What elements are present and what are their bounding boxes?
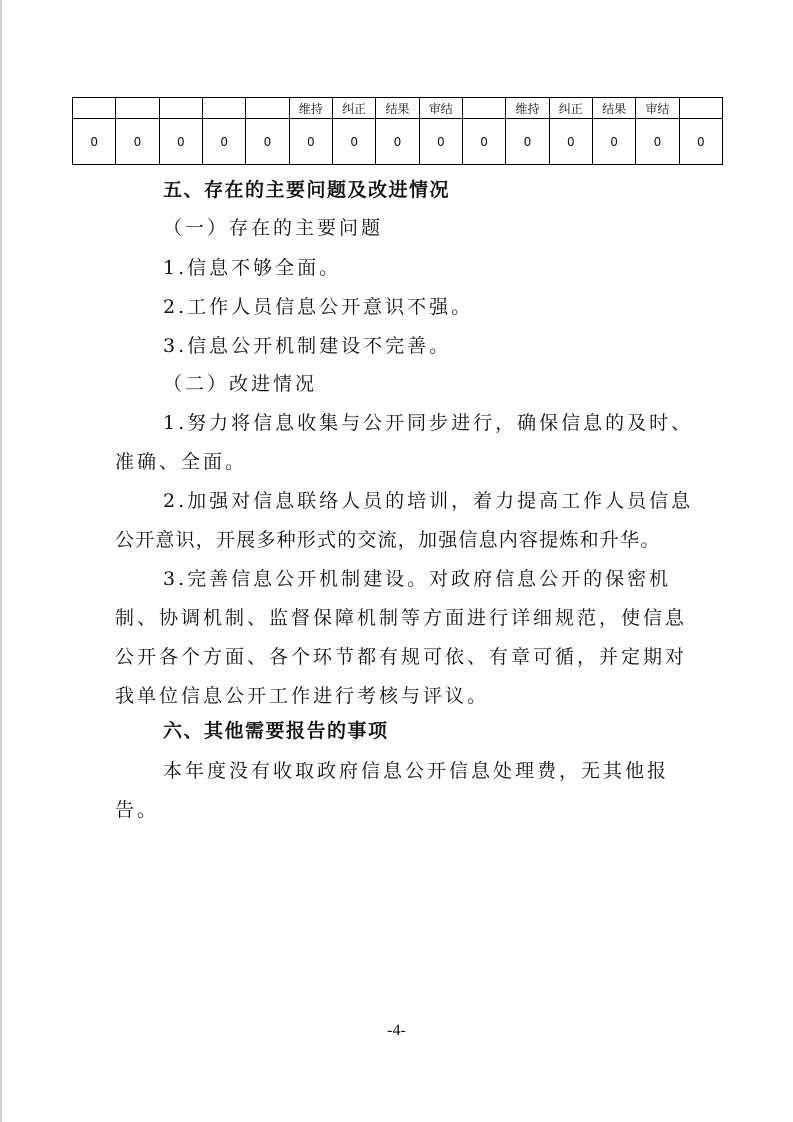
table-value-cell: 0 <box>679 119 722 165</box>
section-6-heading: 六、其他需要报告的事项 <box>163 720 389 742</box>
table-header-cell <box>679 98 722 119</box>
table-header-cell: 结果 <box>376 98 419 119</box>
table-header-cell <box>116 98 159 119</box>
table-header-cell <box>159 98 202 119</box>
improvement-paragraph-3-line-4: 我单位信息公开工作进行考核与评议。 <box>115 685 490 707</box>
table-value-cell: 0 <box>116 119 159 165</box>
subsection-improvements-heading: （二）改进情况 <box>163 373 318 395</box>
improvement-paragraph-3-line-3: 公开各个方面、各个环节都有规可依、有章可循，并定期对 <box>115 646 688 668</box>
table-header-cell: 纠正 <box>549 98 592 119</box>
table-header-cell: 审结 <box>636 98 679 119</box>
table-header-cell: 审结 <box>419 98 462 119</box>
table-value-cell: 0 <box>289 119 332 165</box>
table-header-cell: 维持 <box>506 98 549 119</box>
table-value-cell: 0 <box>73 119 116 165</box>
table-value-cell: 0 <box>592 119 635 165</box>
improvement-paragraph-2-line-2: 公开意识，开展多种形式的交流，加强信息内容提炼和升华。 <box>115 529 661 551</box>
problem-item-3: 3.信息公开机制建设不完善。 <box>163 335 452 357</box>
table-value-row <box>73 119 723 165</box>
table-header-cell: 结果 <box>592 98 635 119</box>
section-5-heading: 五、存在的主要问题及改进情况 <box>163 179 451 201</box>
table-value-cell: 0 <box>159 119 202 165</box>
table-header-row <box>73 98 723 119</box>
section-6-line-2: 告。 <box>115 799 160 821</box>
table-value-cell: 0 <box>202 119 245 165</box>
improvement-paragraph-3-line-2: 制、协调机制、监督保障机制等方面进行详细规范，使信息 <box>115 607 688 629</box>
table-value-cell: 0 <box>419 119 462 165</box>
table-header-cell: 维持 <box>289 98 332 119</box>
improvement-paragraph-1-line-1: 1.努力将信息收集与公开同步进行，确保信息的及时、 <box>163 412 694 434</box>
table-header-cell <box>246 98 289 119</box>
table-value-cell: 0 <box>636 119 679 165</box>
table-value-cell: 0 <box>549 119 592 165</box>
table-value-cell: 0 <box>332 119 375 165</box>
subsection-problems-heading: （一）存在的主要问题 <box>163 217 384 239</box>
table-value-cell: 0 <box>376 119 419 165</box>
page-number: -4- <box>387 1022 406 1039</box>
page-edge <box>0 0 2 1122</box>
table-header-cell <box>462 98 505 119</box>
table-header-cell: 纠正 <box>332 98 375 119</box>
table-value-cell: 0 <box>506 119 549 165</box>
improvement-paragraph-2-line-1: 2.加强对信息联络人员的培训，着力提高工作人员信息 <box>163 490 694 512</box>
improvement-paragraph-1-line-2: 准确、全面。 <box>115 451 248 473</box>
table-header-cell <box>202 98 245 119</box>
improvement-paragraph-3-line-1: 3.完善信息公开机制建设。对政府信息公开的保密机 <box>163 568 672 590</box>
statistics-table <box>72 97 723 165</box>
table-value-cell: 0 <box>462 119 505 165</box>
problem-item-2: 2.工作人员信息公开意识不强。 <box>163 296 474 318</box>
section-6-line-1: 本年度没有收取政府信息公开信息处理费，无其他报 <box>163 760 670 782</box>
table-value-cell: 0 <box>246 119 289 165</box>
problem-item-1: 1.信息不够全面。 <box>163 257 342 279</box>
table-header-cell <box>73 98 116 119</box>
